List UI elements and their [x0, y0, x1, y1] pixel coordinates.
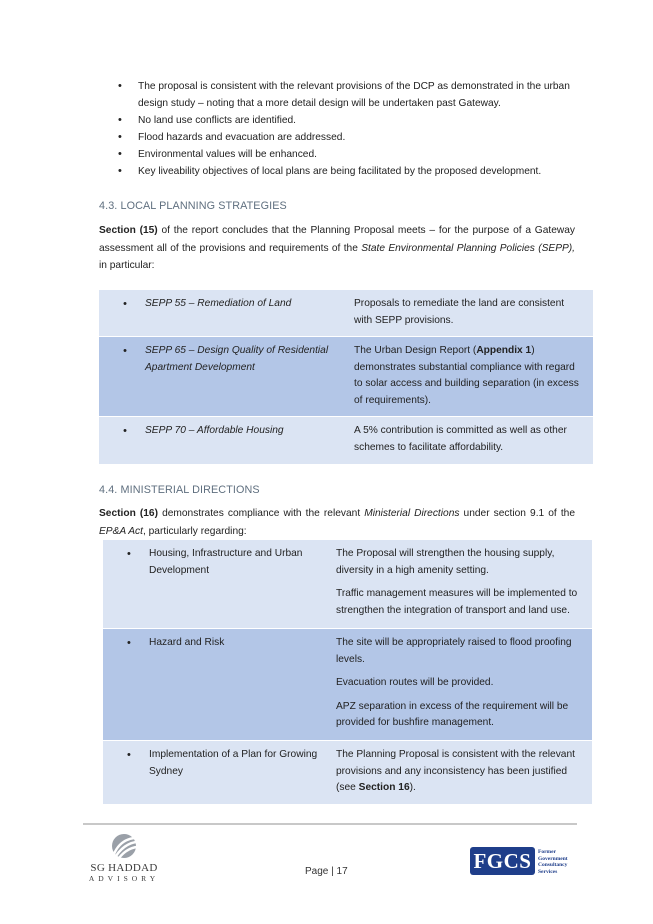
item-label: SEPP 70 – Affordable Housing — [145, 425, 284, 436]
footer-divider — [83, 823, 577, 825]
section-ref: Section (15) — [99, 225, 158, 236]
table-cell-desc — [328, 629, 592, 741]
table-cell-desc: Proposals to remediate the land are consistent with SEPP provisions. — [346, 290, 593, 337]
para-text: under section 9.1 of the — [459, 508, 576, 519]
table-cell-desc — [328, 540, 592, 629]
table-cell-item — [99, 417, 346, 465]
table-cell-item — [103, 540, 328, 629]
section-ref: Section (16) — [99, 508, 158, 519]
page-number: Page | 17 — [305, 866, 348, 877]
item-label: Implementation of a Plan for Growing Sydney — [149, 749, 318, 777]
para-text: , particularly regarding: — [142, 525, 247, 537]
fgcs-logo: FGCS — [470, 847, 535, 875]
fgcs-caption-line: Consultancy — [538, 862, 568, 868]
bullet-dot: • — [127, 637, 131, 649]
fgcs-caption-line: Government — [538, 855, 568, 862]
desc-text: ). — [409, 782, 416, 793]
desc-paragraph: The Proposal will strengthen the housing supply, diversity in a high amenity setting. — [336, 548, 555, 576]
section-heading-ministerial: 4.4. MINISTERIAL DIRECTIONS — [99, 484, 260, 496]
fgcs-caption-line: Former — [538, 849, 557, 855]
bullet-dot: • — [123, 425, 127, 437]
para-text: in particular: — [99, 260, 155, 271]
bullet-item: • Key liveability objectives of local plans are being facilitated by the proposed development. — [110, 163, 580, 180]
appendix-ref: Appendix 1 — [476, 345, 532, 356]
bullet-dot: • — [123, 298, 127, 310]
desc-paragraph: APZ separation in excess of the requirement will be provided for bushfire management. — [336, 700, 569, 728]
bullet-item: • The proposal is consistent with the relevant provisions of the DCP as demonstrated in the urban design study – noting that a more detail design will be undertaken past Gateway. — [110, 78, 580, 112]
para-text: of the report concludes that the Planning Proposal meets – for the purpose of a Gateway assessment all of the provisions and requirements of the — [99, 225, 575, 254]
table-cell-item — [103, 741, 328, 805]
table-cell-desc — [328, 741, 592, 805]
bullet-dot: • — [127, 749, 131, 761]
para-text: demonstrates compliance with the relevant — [158, 508, 365, 519]
item-label: SEPP 65 – Design Quality of Residential Apartment Development — [145, 345, 329, 373]
bullet-item: • Flood hazards and evacuation are addressed. — [110, 129, 580, 146]
table-row — [99, 290, 593, 337]
sepp-table — [99, 289, 593, 464]
para-italic: Ministerial Directions — [364, 508, 460, 519]
desc-paragraph: Evacuation routes will be provided. — [336, 677, 494, 688]
table-cell-item — [99, 337, 346, 417]
table-row — [103, 540, 592, 629]
para-italic: EP&A Act — [99, 525, 143, 537]
table-row — [103, 741, 592, 805]
fgcs-caption-line: Services — [538, 868, 558, 875]
section-43-paragraph — [99, 222, 575, 275]
bullet-dot: • — [123, 345, 127, 357]
fgcs-logo-caption — [538, 849, 568, 875]
section-heading-local-planning: 4.3. LOCAL PLANNING STRATEGIES — [99, 200, 287, 212]
item-label: Hazard and Risk — [149, 637, 225, 648]
para-italic: State Environmental Planning Policies (SEPP), — [361, 242, 576, 254]
table-cell-item — [99, 290, 346, 337]
desc-paragraph: The site will be appropriately raised to flood proofing levels. — [336, 637, 572, 665]
bullet-item: • Environmental values will be enhanced. — [110, 146, 580, 163]
ministerial-directions-table — [103, 539, 592, 804]
table-row — [99, 417, 593, 465]
table-cell-desc: A 5% contribution is committed as well as other schemes to facilitate affordability. — [346, 417, 593, 465]
item-label: SEPP 55 – Remediation of Land — [145, 298, 292, 309]
bullet-dot: • — [127, 548, 131, 560]
sg-haddad-logo-subtext: ADVISORY — [88, 874, 160, 883]
desc-paragraph: Traffic management measures will be implemented to strengthen the integration of transport and land use. — [336, 588, 578, 616]
item-label: Housing, Infrastructure and Urban Development — [149, 548, 303, 576]
table-cell-desc — [346, 337, 593, 417]
summary-bullet-list — [110, 78, 580, 180]
section-ref: Section 16 — [358, 782, 410, 793]
section-44-paragraph — [99, 505, 575, 540]
table-row — [99, 337, 593, 417]
desc-text: ) demonstrates substantial compliance with regard to solar access and building separation (in excess of requirements). — [354, 345, 579, 406]
table-row — [103, 629, 592, 741]
bullet-item: • No land use conflicts are identified. — [110, 112, 580, 129]
table-cell-item — [103, 629, 328, 741]
sg-haddad-logo-text: SG HADDAD — [90, 862, 158, 874]
desc-text: The Planning Proposal is consistent with the relevant provisions and any inconsistency has been justified (see — [336, 749, 575, 793]
desc-text: The Urban Design Report ( — [354, 345, 477, 356]
